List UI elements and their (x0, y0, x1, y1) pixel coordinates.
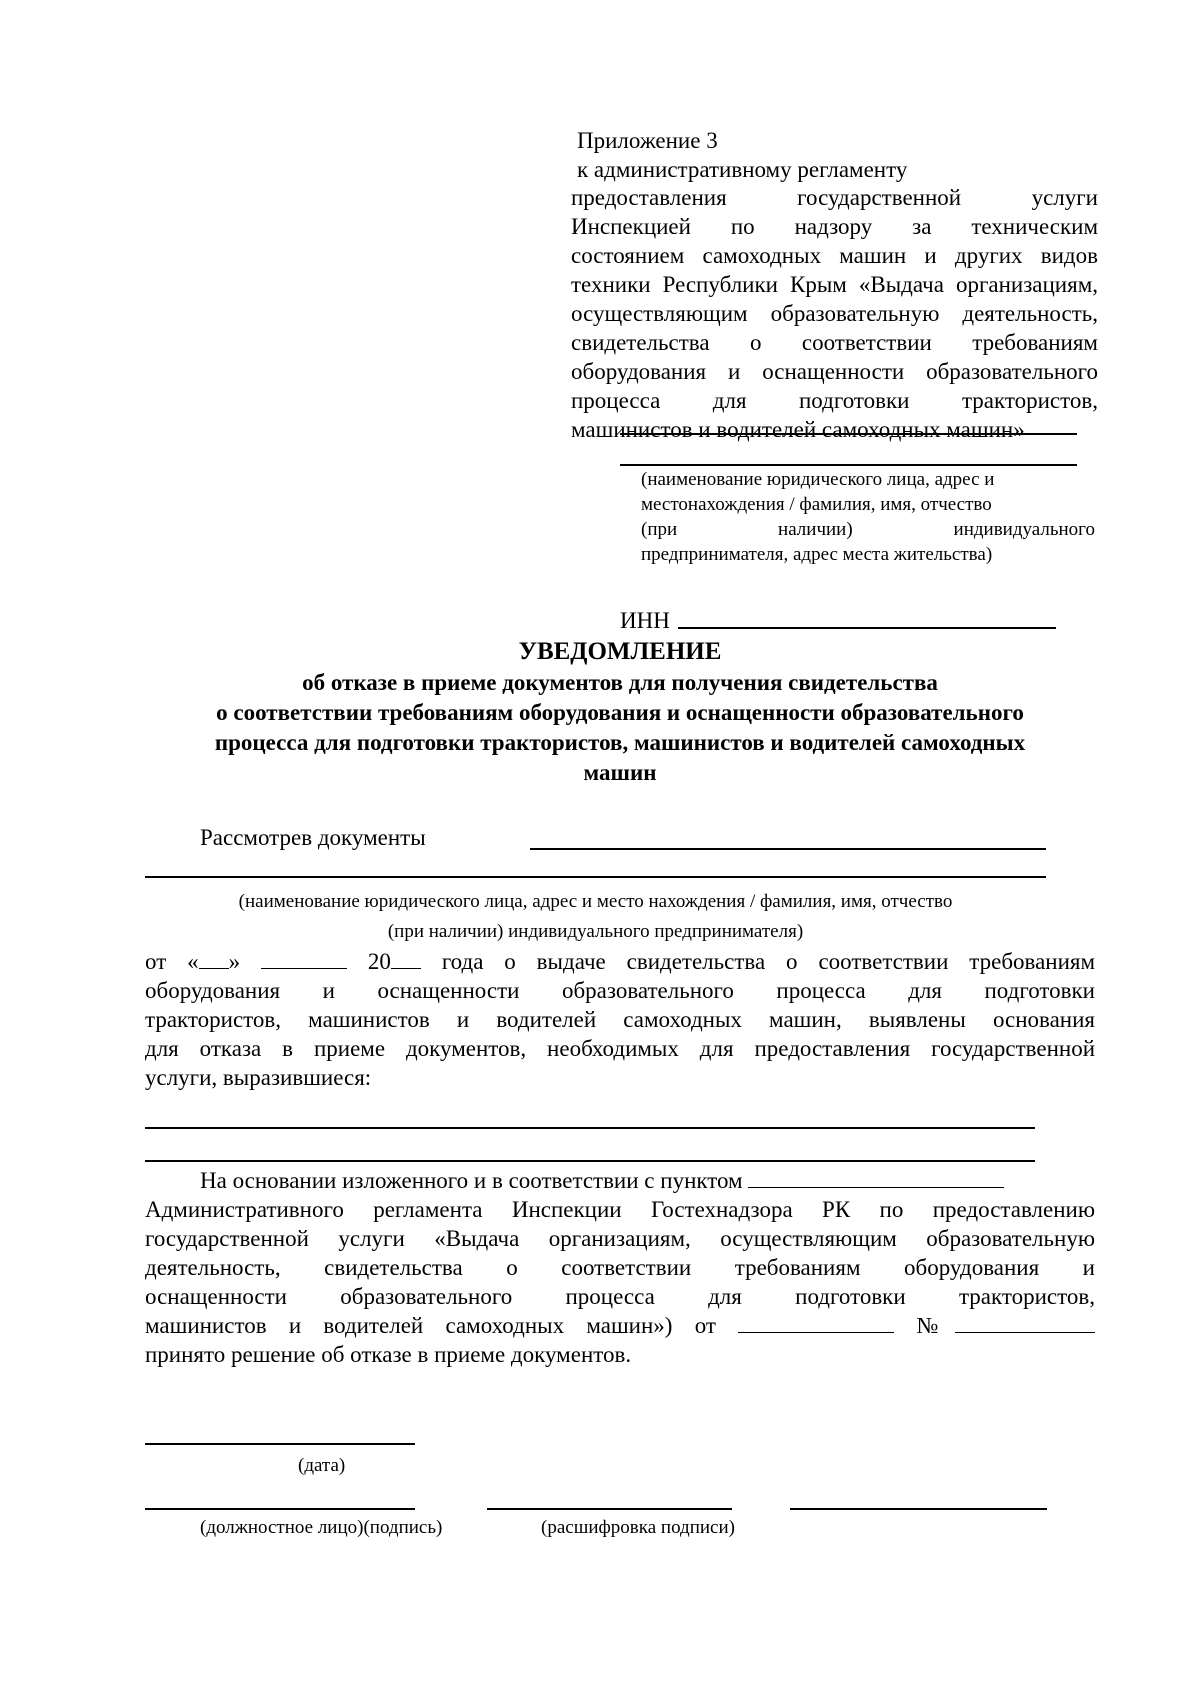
appendix-line: состоянием самоходных машин и других видов (571, 243, 1098, 268)
document-title: УВЕДОМЛЕНИЕ (518, 638, 722, 665)
decision-from-label: машинистов и водителей самоходных машин») от (145, 1313, 716, 1338)
date-day-blank (199, 950, 229, 969)
decision-number-blank (955, 1314, 1095, 1333)
official-caption: (должностное лицо)(подпись) (200, 1517, 443, 1538)
subtitle-line: процесса для подготовки трактористов, машинистов и водителей самоходных (214, 730, 1026, 755)
document-subtitle (120, 668, 1120, 788)
appendix-line: свидетельства о соответствии требованиям (571, 330, 1098, 355)
clause-blank (748, 1169, 1004, 1188)
reviewed-line (530, 848, 1046, 850)
appendix-line: оборудования и оснащенности образовательного (571, 359, 1098, 384)
recipient-caption-line: (наименование юридического лица, адрес и (641, 469, 995, 490)
applicant-caption: (наименование юридического лица, адрес и место нахождения / фамилия, имя, отчество (238, 891, 953, 912)
reason-line-2 (145, 1160, 1035, 1162)
appendix-number: Приложение 3 (577, 128, 718, 153)
paragraph-line: услуги, выразившиеся: (145, 1065, 372, 1090)
decision-from-line (145, 1311, 1095, 1340)
reviewed-label: Рассмотрев документы (200, 825, 426, 850)
paragraph-line: деятельность, свидетельства о соответствии требованиям оборудования и (145, 1255, 1095, 1280)
recipient-caption (641, 467, 1095, 567)
date-line-tail: года о выдаче свидетельства о соответствии требованиям (441, 949, 1096, 974)
paragraph-line: принято решение об отказе в приеме документов. (145, 1342, 632, 1367)
refusal-paragraph (145, 947, 1095, 1092)
reason-line-1 (145, 1127, 1035, 1129)
number-sign: № (916, 1313, 956, 1338)
recipient-caption-line: местонахождения / фамилия, имя, отчество (641, 494, 992, 515)
appendix-line: Инспекцией по надзору за техническим (571, 214, 1098, 239)
official-signature-line (145, 1508, 415, 1510)
recipient-line-2 (620, 464, 1077, 466)
appendix-line: техники Республики Крым «Выдача организациям, (571, 272, 1098, 297)
signature-line (487, 1508, 732, 1510)
applicant-line (145, 876, 1046, 878)
appendix-line: процесса для подготовки трактористов, (571, 388, 1098, 413)
subtitle-line: о соответствии требованиям оборудования и оснащенности образовательного (216, 700, 1024, 725)
paragraph-line: оборудования и оснащенности образовательного процесса для подготовки (145, 978, 1095, 1003)
date-caption: (дата) (298, 1455, 346, 1476)
date-signature-line (145, 1443, 415, 1445)
decoding-caption: (расшифровка подписи) (541, 1517, 735, 1538)
subtitle-line: машин (583, 760, 657, 785)
paragraph-line: Административного регламента Инспекции Гостехнадзора РК по предоставлению (145, 1197, 1095, 1222)
paragraph-line: государственной услуги «Выдача организациям, осуществляющим образовательную (145, 1226, 1095, 1251)
date-year-prefix: 20 (367, 949, 391, 974)
recipient-caption-line: предпринимателя, адрес места жительства) (641, 544, 993, 565)
applicant-caption: (при наличии) индивидуального предпринимателя) (387, 921, 804, 942)
appendix-line: предоставления государственной услуги (571, 185, 1098, 210)
recipient-caption-line: (при наличии) индивидуального (641, 519, 1095, 540)
appendix-line: осуществляющим образовательную деятельность, (571, 301, 1098, 326)
decision-paragraph (145, 1166, 1095, 1369)
paragraph-line: для отказа в приеме документов, необходимых для предоставления государственной (145, 1036, 1095, 1061)
inn-label: ИНН (620, 608, 670, 633)
decision-first-text: На основании изложенного и в соответствии с пунктом (200, 1168, 743, 1193)
date-year-blank (391, 950, 421, 969)
subtitle-line: об отказе в приеме документов для получения свидетельства (302, 670, 938, 695)
decision-date-blank (738, 1314, 894, 1333)
decision-first-line (145, 1166, 1095, 1195)
date-from-label: от « (145, 949, 199, 974)
inn-line (678, 627, 1056, 629)
date-month-blank (261, 950, 347, 969)
paragraph-line: трактористов, машинистов и водителей самоходных машин, выявлены основания (145, 1007, 1095, 1032)
paragraph-line: оснащенности образовательного процесса для подготовки трактористов, (145, 1284, 1095, 1309)
date-line (145, 947, 1095, 976)
recipient-line-1 (620, 433, 1077, 435)
appendix-line: машинистов и водителей самоходных машин» (571, 417, 1025, 442)
date-close-quote: » (228, 949, 241, 974)
appendix-reference: к административному регламенту (577, 157, 908, 182)
decoding-line (790, 1508, 1047, 1510)
appendix-service-text (571, 183, 1098, 444)
